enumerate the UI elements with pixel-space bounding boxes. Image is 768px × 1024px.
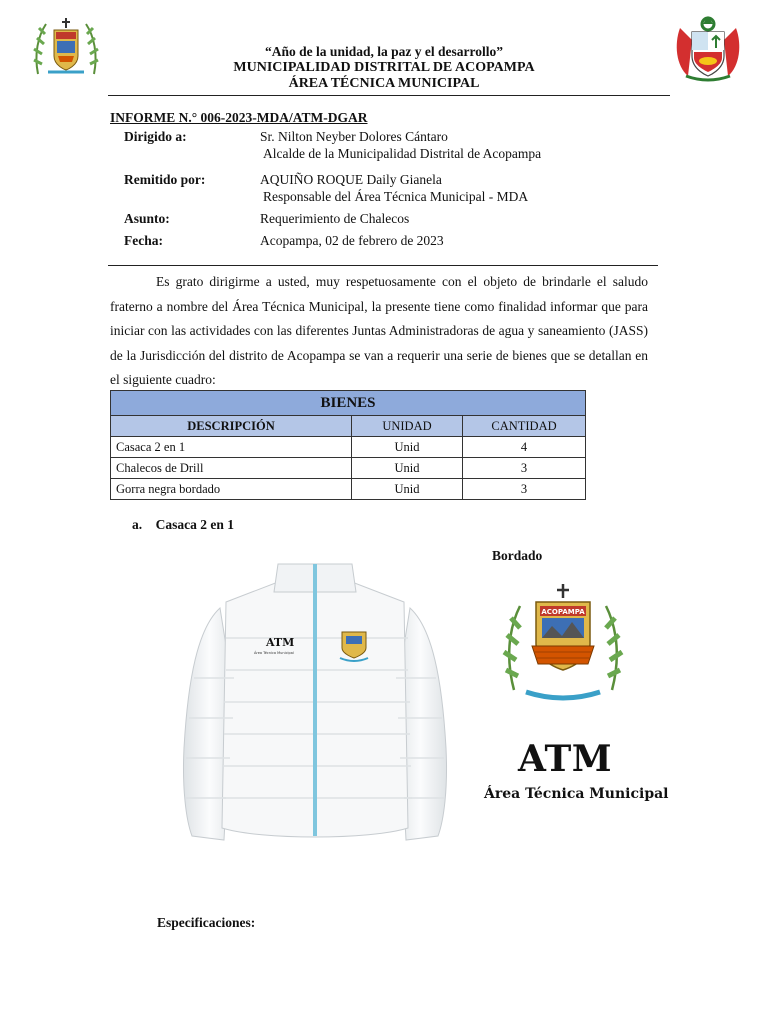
peru-coat-of-arms-icon (672, 14, 744, 84)
table-row (111, 437, 586, 458)
table-cell-descripcion: Gorra negra bordado (111, 479, 352, 500)
from-role: Responsable del Área Técnica Municipal - MDA (263, 189, 529, 204)
acopampa-emblem-icon (496, 580, 630, 712)
section-a-marker: a. (132, 517, 143, 532)
to-role: Alcalde de la Municipalidad Distrital de Acopampa (263, 146, 542, 161)
svg-text:ACOPAMPA: ACOPAMPA (541, 608, 585, 616)
date-label: Fecha: (124, 233, 163, 248)
to-name: Sr. Nilton Neyber Dolores Cántaro (260, 129, 448, 144)
table-cell-cantidad: 4 (463, 437, 586, 458)
from-label: Remitido por: (124, 172, 206, 187)
table-cell-descripcion: Casaca 2 en 1 (111, 437, 352, 458)
section-a-heading (132, 517, 234, 533)
table-cell-unidad: Unid (352, 437, 463, 458)
atm-logo-text: ATM (518, 738, 613, 780)
table-row (111, 458, 586, 479)
header-motto: “Año de la unidad, la paz y el desarrollo” (265, 44, 503, 59)
table-cell-unidad: Unid (352, 479, 463, 500)
body-paragraph: Es grato dirigirme a usted, muy respetuosamente con el objeto de brindarle el saludo fraterno a nombre del Área Técnica Municipal, la presente tiene como finalidad informar que para iniciar con las actividades con las diferentes Juntas Administradoras de agua y saneamiento (JASS) de la Jurisdicción del distrito de Acopampa se van a requerir una serie de bienes que se detallan en el siguiente cuadro: (110, 274, 648, 387)
subject-label: Asunto: (124, 211, 170, 226)
table-cell-cantidad: 3 (463, 458, 586, 479)
table-header-descripcion: DESCRIPCIÓN (111, 416, 352, 437)
jacket-chest-sub: Área Técnica Municipal (254, 651, 294, 655)
meta-divider (108, 265, 658, 266)
table-row (111, 479, 586, 500)
table-header-unidad: UNIDAD (352, 416, 463, 437)
table-title: BIENES (111, 391, 586, 416)
header-area: ÁREA TÉCNICA MUNICIPAL (288, 76, 480, 91)
from-name: AQUIÑO ROQUE Daily Gianela (260, 172, 442, 187)
to-label: Dirigido a: (124, 129, 187, 144)
specifications-heading: Especificaciones: (157, 915, 256, 930)
atm-logo-subtitle: Área Técnica Municipal (484, 786, 669, 802)
table-cell-cantidad: 3 (463, 479, 586, 500)
table-cell-unidad: Unid (352, 458, 463, 479)
table-cell-descripcion: Chalecos de Drill (111, 458, 352, 479)
table-header-cantidad: CANTIDAD (463, 416, 586, 437)
report-title: INFORME N.° 006-2023-MDA/ATM-DGAR (110, 110, 368, 125)
header-municipality: MUNICIPALIDAD DISTRITAL DE ACOPAMPA (233, 60, 535, 75)
jacket-chest-text: ATM (266, 636, 295, 649)
white-jacket-image (180, 558, 450, 856)
bordado-label: Bordado (492, 548, 543, 563)
section-a-label: Casaca 2 en 1 (155, 517, 234, 532)
date-value: Acopampa, 02 de febrero de 2023 (260, 233, 444, 248)
subject-value: Requerimiento de Chalecos (260, 211, 410, 226)
header-divider (108, 95, 670, 96)
acopampa-seal-icon (30, 14, 102, 80)
bienes-table (110, 390, 586, 500)
